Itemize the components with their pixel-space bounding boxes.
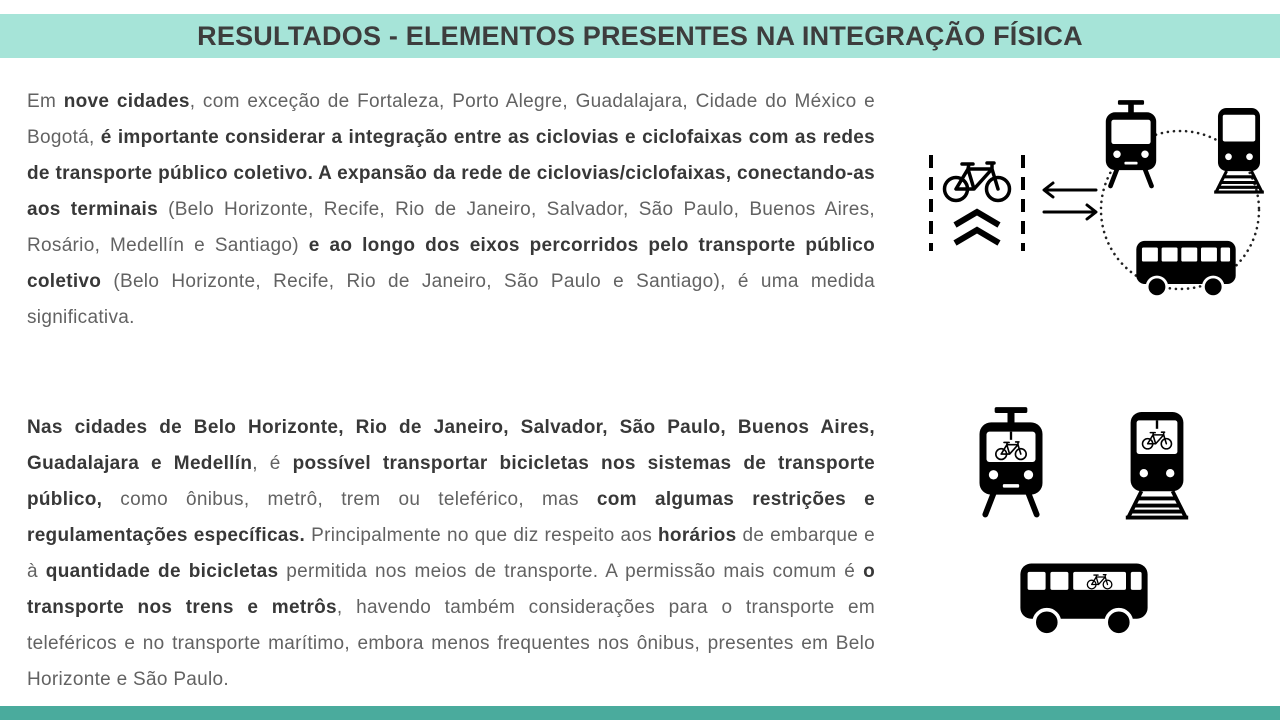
text-segment-bold: nove cidades xyxy=(63,91,190,112)
bicycle-icon xyxy=(945,163,1010,201)
bus-with-bike-icon xyxy=(1018,561,1150,638)
text-segment-bold: com algumas restrições e regulamentações específicas. xyxy=(27,489,875,546)
bottom-band xyxy=(0,706,1280,720)
train-with-bike-icon xyxy=(1120,412,1194,520)
train-icon xyxy=(1210,108,1268,194)
double-chevron-up-icon xyxy=(955,212,999,243)
text-segment-bold: é importante considerar a integração entre as ciclovias e ciclofaixas com as redes de transporte público coletivo. A expansão da rede de ciclovias/ciclofaixas, conectando-as aos terminais xyxy=(27,127,875,220)
tram-icon xyxy=(1103,100,1159,188)
text-segment-bold: horários xyxy=(658,525,737,546)
text-segment: como ônibus, metrô, trem ou teleférico, mas xyxy=(102,489,597,510)
text-segment: , havendo também considerações para o transporte em teleféricos e no transporte marítimo, embora menos frequentes nos ônibus, presentes em Belo Horizonte e São Paulo. xyxy=(27,597,875,690)
tram-with-bike-icon xyxy=(976,407,1046,517)
text-segment: (Belo Horizonte, Recife, Rio de Janeiro, Salvador, São Paulo, Buenos Aires, Rosário, Medellín e Santiago) xyxy=(27,199,876,256)
slide-title: RESULTADOS - ELEMENTOS PRESENTES NA INTEGRAÇÃO FÍSICA xyxy=(197,20,1083,51)
text-segment-bold: e ao longo dos eixos percorridos pelo transporte público coletivo xyxy=(27,235,875,292)
text-segment-bold: o transporte nos trens e metrôs xyxy=(27,561,875,618)
paragraph-physical-integration xyxy=(27,84,875,336)
exchange-arrows-icon xyxy=(1041,181,1099,221)
text-segment: , com exceção de Fortaleza, Porto Alegre, Guadalajara, Cidade do México e Bogotá, xyxy=(27,91,875,148)
text-segment: permitida nos meios de transporte. A permissão mais comum é xyxy=(278,561,864,582)
title-band xyxy=(0,14,1280,58)
text-segment: Em xyxy=(27,91,64,112)
text-segment: , é xyxy=(252,453,293,474)
text-segment-bold: Nas cidades de Belo Horizonte, Rio de Janeiro, Salvador, São Paulo, Buenos Aires, Guadalajara e Medellín xyxy=(27,417,875,474)
text-segment-bold: possível transportar bicicletas nos sistemas de transporte público, xyxy=(27,453,876,510)
bus-icon xyxy=(1134,239,1238,299)
bike-lane-icon xyxy=(928,155,1026,251)
paragraph-bikes-on-transit xyxy=(27,410,875,698)
text-segment: Principalmente no que diz respeito aos xyxy=(305,525,659,546)
text-segment: (Belo Horizonte, Recife, Rio de Janeiro, São Paulo e Santiago), é uma medida significativa. xyxy=(27,271,875,328)
text-segment: de embarque e à xyxy=(27,525,875,582)
text-segment-bold: quantidade de bicicletas xyxy=(45,561,279,582)
